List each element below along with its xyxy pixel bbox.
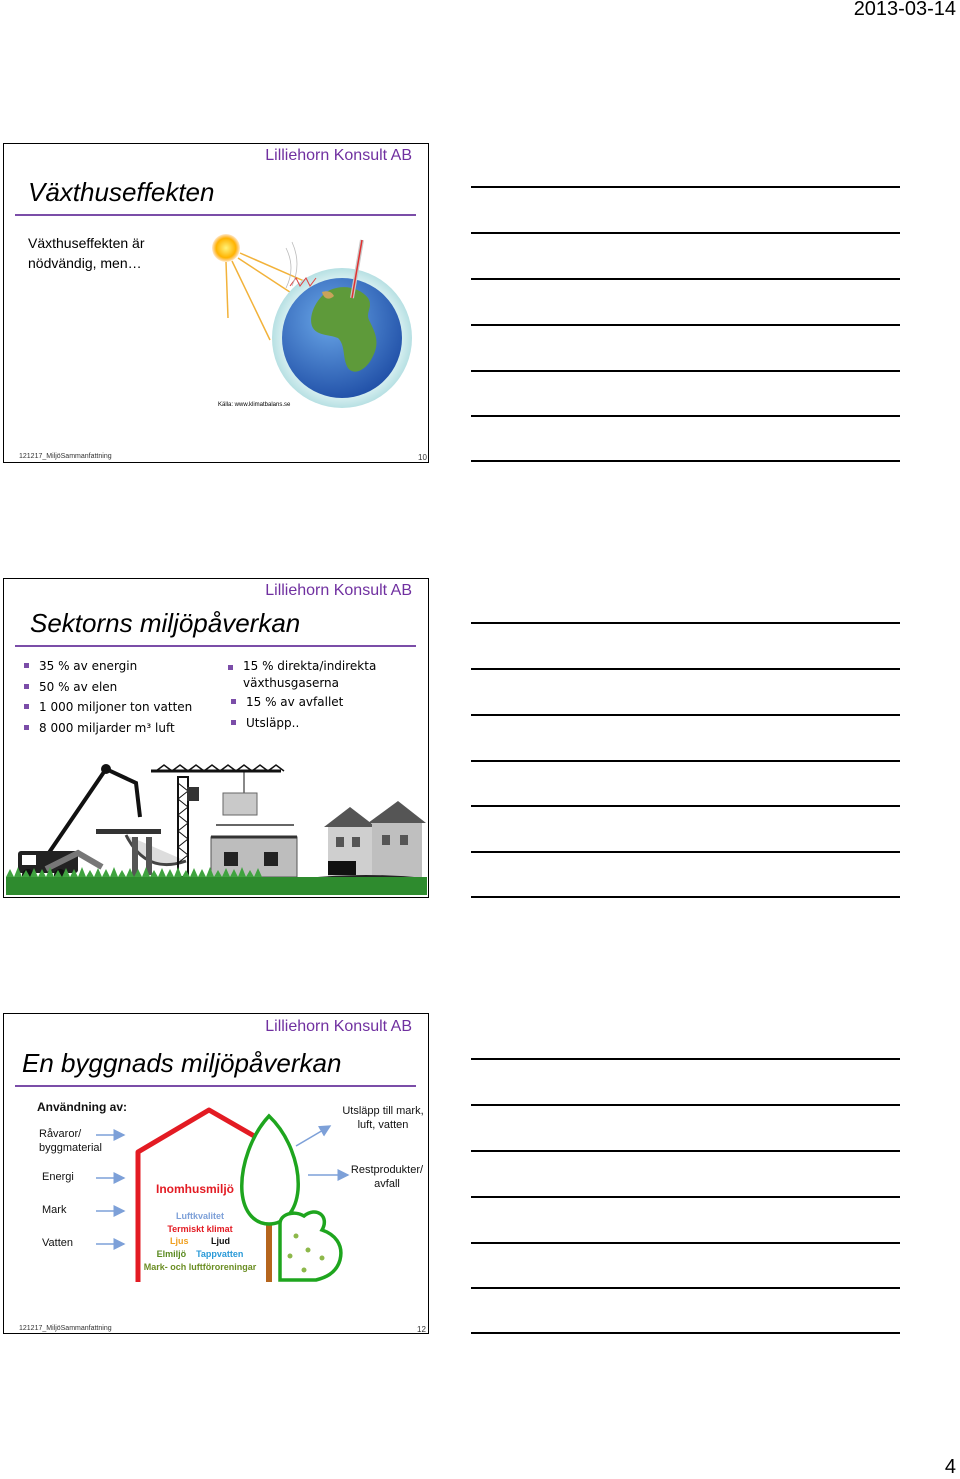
list-item-line: växthusgaserna <box>243 676 340 690</box>
note-line <box>471 1242 900 1244</box>
indoor-el-tap <box>138 1248 262 1261</box>
company-name: Lilliehorn Konsult AB <box>265 147 412 164</box>
output-line: avfall <box>374 1178 400 1190</box>
slide-number: 10 <box>418 453 427 462</box>
note-line <box>471 714 900 716</box>
slide-title: En byggnads miljöpåverkan <box>22 1048 342 1078</box>
note-line <box>471 1150 900 1152</box>
indoor-sound: Ljud <box>211 1236 231 1247</box>
indoor-pollution: Mark- och luftföroreningar <box>143 1261 257 1272</box>
indoor-electrical-environment: Elmiljö <box>156 1249 187 1260</box>
slide-title: Sektorns miljöpåverkan <box>30 608 301 638</box>
slide-sector-impact <box>3 578 429 898</box>
input-line: byggmaterial <box>39 1142 102 1154</box>
note-line <box>471 805 900 807</box>
title-rule <box>15 645 416 647</box>
input-water: Vatten <box>42 1237 73 1249</box>
input-land: Mark <box>42 1204 67 1216</box>
title-rule <box>15 214 416 216</box>
list-item: Utsläpp.. <box>231 713 376 734</box>
list-item: 35 % av energin <box>24 656 192 677</box>
note-line <box>471 760 900 762</box>
usage-heading: Användning av: <box>37 1100 128 1114</box>
slide-footer: 121217_MiljöSammanfattning <box>19 1325 112 1332</box>
note-line <box>471 1287 900 1289</box>
note-line <box>471 896 900 898</box>
company-name: Lilliehorn Konsult AB <box>265 1018 412 1035</box>
indoor-tap-water: Tappvatten <box>196 1249 244 1260</box>
note-line <box>471 324 900 326</box>
input-energy: Energi <box>42 1171 74 1183</box>
bush-icon <box>280 1212 341 1280</box>
note-line <box>471 1196 900 1198</box>
indoor-factors <box>138 1210 262 1274</box>
note-line <box>471 622 900 624</box>
slide-body <box>28 233 144 273</box>
input-line: Råvaror/ <box>39 1128 82 1140</box>
left-bullet-list <box>24 656 192 738</box>
note-line <box>471 370 900 372</box>
list-item <box>228 658 376 692</box>
note-line <box>471 460 900 462</box>
header-date: 2013-03-14 <box>853 0 956 20</box>
slide-number: 12 <box>417 1325 426 1334</box>
list-item: 50 % av elen <box>24 677 192 698</box>
indoor-thermal-climate: Termiskt klimat <box>167 1223 233 1234</box>
note-line <box>471 851 900 853</box>
slide-greenhouse-effect <box>3 143 429 463</box>
construction-scene-illustration <box>6 757 427 895</box>
indoor-light: Ljus <box>169 1236 189 1247</box>
slide-title: Växthuseffekten <box>28 177 215 207</box>
sun-icon <box>212 234 240 262</box>
note-line <box>471 668 900 670</box>
note-line <box>471 1332 900 1334</box>
indoor-environment-title: Inomhusmiljö <box>156 1182 234 1196</box>
output-line: luft, vatten <box>357 1119 409 1131</box>
output-emissions <box>336 1104 429 1132</box>
list-item: 15 % av avfallet <box>231 692 376 713</box>
greenhouse-earth-illustration <box>202 228 418 414</box>
note-line <box>471 232 900 234</box>
arrow-icon <box>296 1126 330 1146</box>
note-line <box>471 1058 900 1060</box>
company-name: Lilliehorn Konsult AB <box>265 582 412 599</box>
output-line: Restprodukter/ <box>350 1164 424 1176</box>
title-rule <box>15 1085 416 1087</box>
indoor-light-sound <box>138 1235 262 1248</box>
indoor-air-quality: Luftkvalitet <box>175 1211 224 1221</box>
right-bullet-list <box>228 658 376 733</box>
tree-trunk-icon <box>266 1220 272 1282</box>
list-item: 8 000 miljarder m³ luft <box>24 718 192 739</box>
output-line: Utsläpp till mark, <box>342 1105 424 1117</box>
body-line: Växthuseffekten är <box>28 235 145 251</box>
body-line: nödvändig, men… <box>28 255 142 271</box>
note-line <box>471 415 900 417</box>
note-line <box>471 1104 900 1106</box>
output-waste <box>344 1163 429 1191</box>
slide-building-impact <box>3 1013 429 1334</box>
list-item: 1 000 miljoner ton vatten <box>24 697 192 718</box>
note-line <box>471 278 900 280</box>
list-item-line: 15 % direkta/indirekta <box>243 659 377 673</box>
note-line <box>471 186 900 188</box>
page-number: 4 <box>944 1456 956 1478</box>
slide-footer: 121217_MiljöSammanfattning <box>19 453 112 460</box>
image-source: Källa: www.klimatbalans.se <box>218 402 291 408</box>
